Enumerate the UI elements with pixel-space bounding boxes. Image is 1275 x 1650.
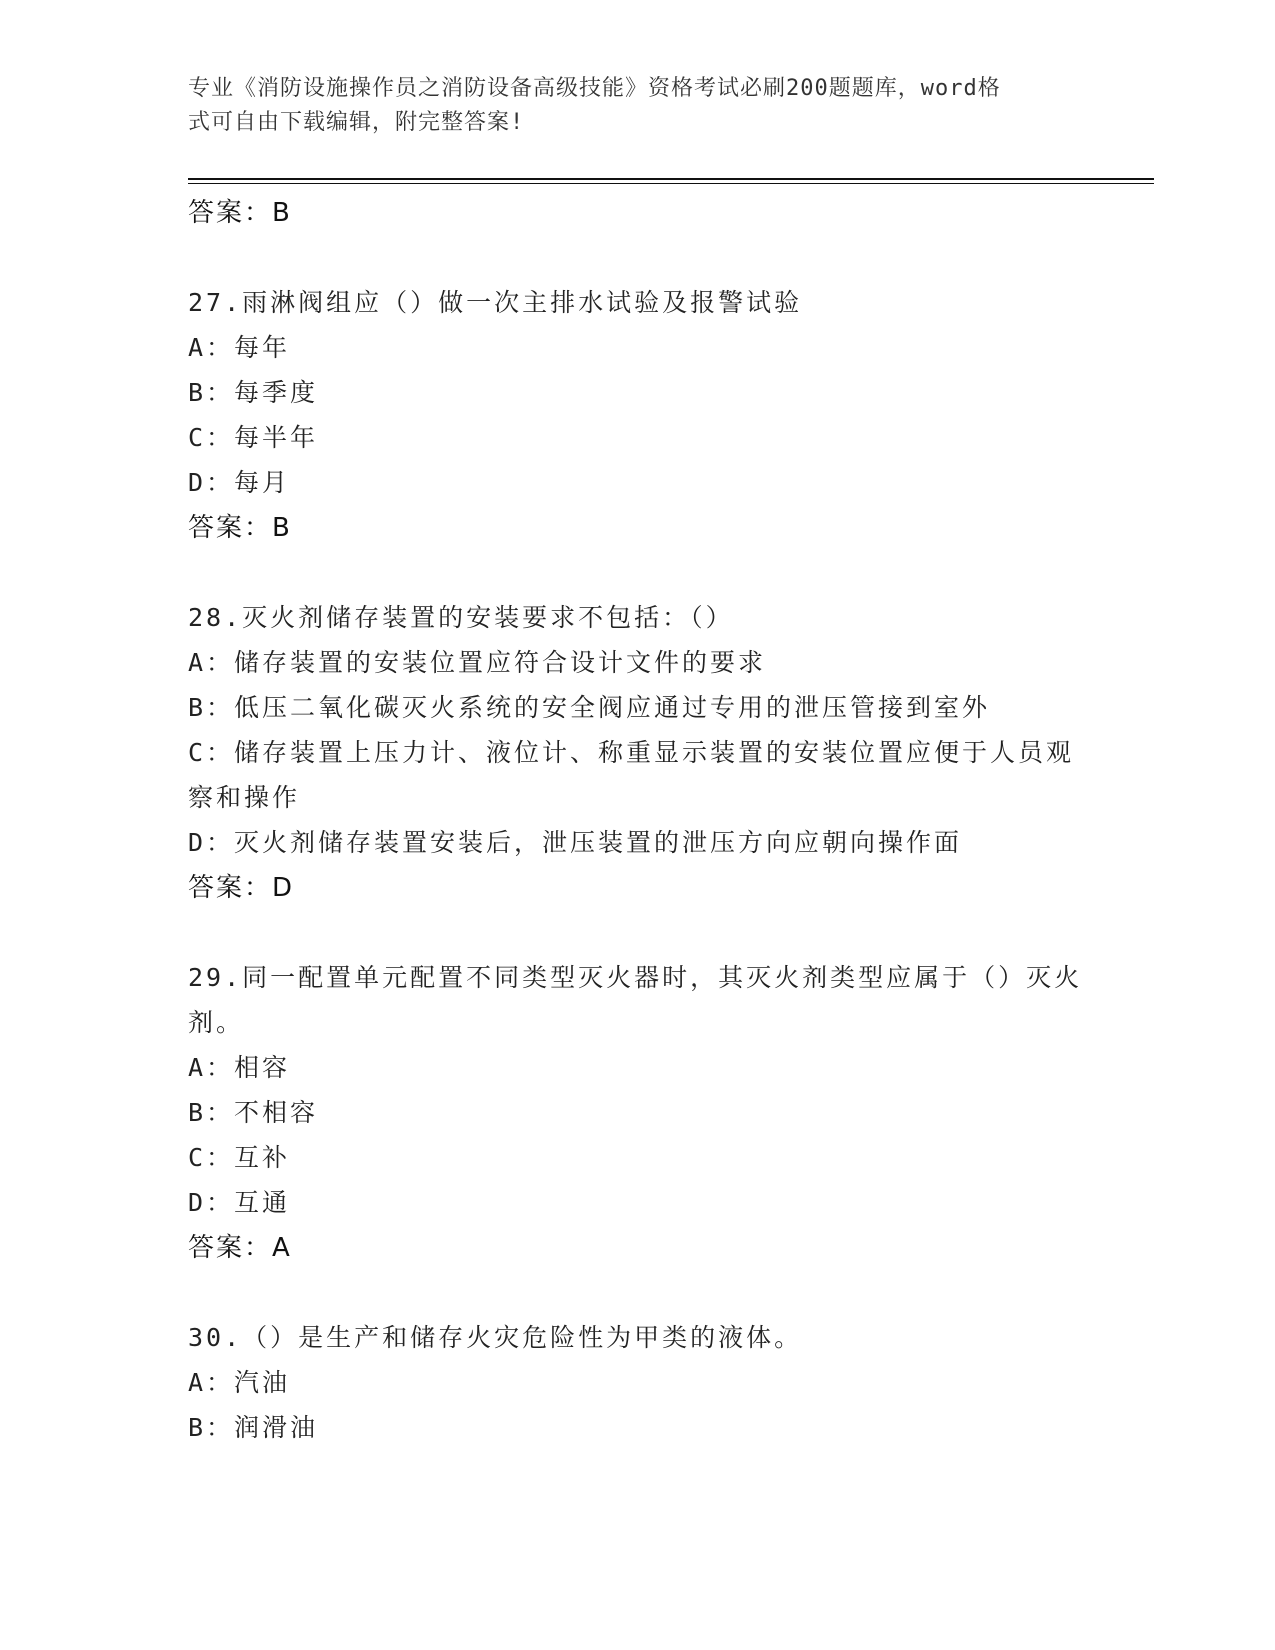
question-27 [188,280,1088,551]
option-c: C：储存装置上压力计、液位计、称重显示装置的安装位置应便于人员观察和操作 [188,738,1075,812]
answer-line: 答案：D [188,873,295,903]
document-header [188,72,1068,140]
option-a: A：汽油 [188,1368,291,1397]
option-d: D：互通 [188,1188,291,1217]
option-a: A：储存装置的安装位置应符合设计文件的要求 [188,648,767,677]
option-b: B：润滑油 [188,1413,319,1442]
option-c: C：互补 [188,1143,291,1172]
question-29 [188,955,1088,1271]
question-stem: 27.雨淋阀组应（）做一次主排水试验及报警试验 [188,288,803,317]
option-b: B：每季度 [188,378,319,407]
option-a: A：每年 [188,333,291,362]
question-28 [188,595,1088,911]
question-list [188,190,1088,1450]
header-rule-thin [188,183,1154,184]
option-c: C：每半年 [188,423,319,452]
answer-line: 答案：A [188,1233,292,1263]
question-stem: 30.（）是生产和储存火灾危险性为甲类的液体。 [188,1323,803,1352]
option-a: A：相容 [188,1053,291,1082]
answer-line: 答案：B [188,513,292,543]
question-30 [188,1315,1088,1450]
header-line-1: 专业《消防设施操作员之消防设备高级技能》资格考试必刷200题题库，word格 [188,76,1001,101]
header-line-2: 式可自由下载编辑，附完整答案! [188,110,525,135]
question-stem: 29.同一配置单元配置不同类型灭火器时，其灭火剂类型应属于（）灭火剂。 [188,963,1083,1037]
option-d: D：每月 [188,468,291,497]
question-stem: 28.灭火剂储存装置的安装要求不包括：（） [188,603,734,632]
option-d: D：灭火剂储存装置安装后，泄压装置的泄压方向应朝向操作面 [188,828,963,857]
option-b: B：不相容 [188,1098,319,1127]
header-rule-thick [188,178,1154,180]
answer-line: 答案：B [188,198,292,228]
option-b: B：低压二氧化碳灭火系统的安全阀应通过专用的泄压管接到室外 [188,693,991,722]
